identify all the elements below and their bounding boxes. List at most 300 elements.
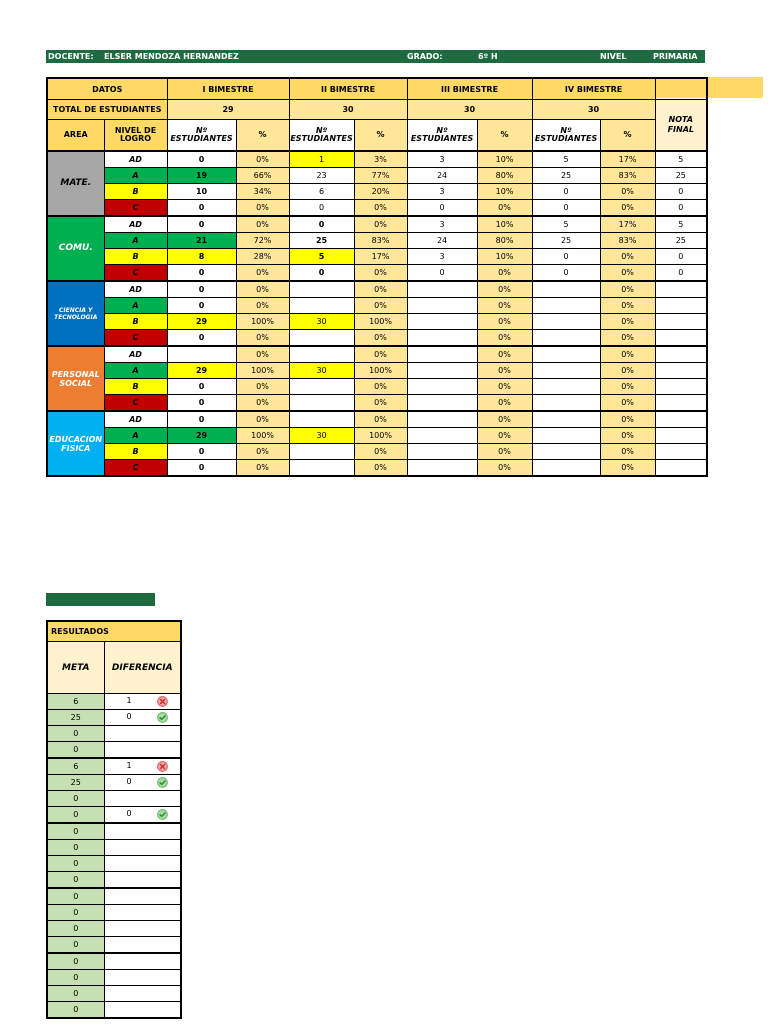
diferencia-cell bbox=[104, 905, 181, 921]
n-estudiantes-header-2: Nº ESTUDIANTES bbox=[289, 120, 354, 152]
meta-header: META bbox=[47, 642, 104, 694]
table-row bbox=[47, 460, 707, 477]
percent-cell: 10% bbox=[477, 249, 532, 265]
resultados-row bbox=[47, 970, 181, 986]
table-row bbox=[47, 184, 707, 200]
percent-cell: 17% bbox=[354, 249, 407, 265]
resultados-row bbox=[47, 1002, 181, 1019]
nivel-logro-cell: A bbox=[104, 168, 167, 184]
count-cell bbox=[407, 395, 477, 412]
meta-cell: 0 bbox=[47, 905, 104, 921]
resultados-row bbox=[47, 742, 181, 759]
red-x-icon bbox=[157, 761, 168, 772]
count-cell bbox=[289, 395, 354, 412]
meta-cell: 6 bbox=[47, 694, 104, 710]
nota-final-cell: 0 bbox=[655, 184, 707, 200]
nota-final-header: NOTA FINAL bbox=[655, 100, 707, 152]
count-cell: 0 bbox=[167, 200, 236, 217]
diferencia-cell bbox=[104, 807, 181, 824]
percent-cell: 0% bbox=[236, 298, 289, 314]
count-cell bbox=[407, 314, 477, 330]
diferencia-header: DIFERENCIA bbox=[104, 642, 181, 694]
table-row bbox=[47, 233, 707, 249]
table-row bbox=[47, 363, 707, 379]
table-row bbox=[47, 249, 707, 265]
percent-cell: 0% bbox=[354, 200, 407, 217]
count-cell: 0 bbox=[289, 265, 354, 282]
percent-cell: 0% bbox=[477, 379, 532, 395]
diferencia-cell bbox=[104, 856, 181, 872]
grades-table bbox=[46, 77, 708, 477]
nivel-logro-cell: C bbox=[104, 265, 167, 282]
nivel-logro-cell: B bbox=[104, 379, 167, 395]
count-cell bbox=[167, 346, 236, 363]
diferencia-value: 1 bbox=[126, 696, 132, 705]
count-cell bbox=[289, 444, 354, 460]
meta-cell: 0 bbox=[47, 872, 104, 889]
percent-cell: 0% bbox=[600, 411, 655, 428]
table-row bbox=[47, 151, 707, 168]
resultados-row bbox=[47, 937, 181, 954]
count-cell bbox=[407, 298, 477, 314]
resultados-row bbox=[47, 986, 181, 1002]
meta-cell: 0 bbox=[47, 840, 104, 856]
count-cell: 30 bbox=[289, 314, 354, 330]
count-cell: 0 bbox=[289, 216, 354, 233]
nota-final-cell bbox=[655, 444, 707, 460]
diferencia-cell bbox=[104, 742, 181, 759]
resultados-row bbox=[47, 953, 181, 970]
count-cell bbox=[532, 298, 600, 314]
percent-cell: 0% bbox=[236, 346, 289, 363]
percent-cell: 3% bbox=[354, 151, 407, 168]
percent-header-4: % bbox=[600, 120, 655, 152]
meta-cell: 0 bbox=[47, 953, 104, 970]
count-cell: 24 bbox=[407, 233, 477, 249]
nota-final-cell: 0 bbox=[655, 265, 707, 282]
percent-cell: 0% bbox=[477, 298, 532, 314]
percent-cell: 100% bbox=[236, 363, 289, 379]
count-cell bbox=[407, 379, 477, 395]
header-bar bbox=[46, 50, 705, 63]
area-cell: MATE. bbox=[47, 151, 104, 216]
count-cell: 0 bbox=[532, 265, 600, 282]
percent-cell: 0% bbox=[236, 330, 289, 347]
nivel-logro-cell: B bbox=[104, 314, 167, 330]
table-row bbox=[47, 314, 707, 330]
diferencia-cell bbox=[104, 710, 181, 726]
count-cell bbox=[532, 314, 600, 330]
count-cell: 5 bbox=[532, 151, 600, 168]
red-x-icon bbox=[157, 696, 168, 707]
percent-cell: 0% bbox=[354, 411, 407, 428]
nivel-value: PRIMARIA bbox=[653, 52, 698, 61]
count-cell: 3 bbox=[407, 184, 477, 200]
meta-cell: 0 bbox=[47, 986, 104, 1002]
percent-cell: 0% bbox=[354, 281, 407, 298]
count-cell: 10 bbox=[167, 184, 236, 200]
percent-cell: 0% bbox=[600, 249, 655, 265]
meta-cell: 0 bbox=[47, 970, 104, 986]
nota-final-cell bbox=[655, 298, 707, 314]
nivel-logro-cell: AD bbox=[104, 346, 167, 363]
diferencia-value: 0 bbox=[126, 712, 132, 721]
nota-final-cell bbox=[655, 460, 707, 477]
diferencia-value: 1 bbox=[126, 761, 132, 770]
count-cell: 0 bbox=[167, 460, 236, 477]
count-cell bbox=[289, 298, 354, 314]
area-cell: EDUCACION FISICA bbox=[47, 411, 104, 476]
count-cell: 0 bbox=[167, 151, 236, 168]
percent-cell: 80% bbox=[477, 233, 532, 249]
count-cell bbox=[532, 428, 600, 444]
count-cell bbox=[407, 444, 477, 460]
nota-final-cell bbox=[655, 330, 707, 347]
meta-cell: 0 bbox=[47, 823, 104, 840]
percent-cell: 0% bbox=[600, 444, 655, 460]
count-cell bbox=[532, 395, 600, 412]
resultados-row bbox=[47, 856, 181, 872]
count-cell bbox=[532, 411, 600, 428]
nivel-logro-cell: A bbox=[104, 298, 167, 314]
percent-cell: 100% bbox=[236, 314, 289, 330]
resultados-row bbox=[47, 921, 181, 937]
percent-cell: 0% bbox=[354, 330, 407, 347]
nota-final-cell bbox=[655, 281, 707, 298]
meta-cell: 0 bbox=[47, 888, 104, 905]
table-row bbox=[47, 216, 707, 233]
nota-final-cell bbox=[655, 395, 707, 412]
nivel-logro-cell: B bbox=[104, 184, 167, 200]
count-cell: 1 bbox=[289, 151, 354, 168]
percent-cell: 10% bbox=[477, 184, 532, 200]
total-bimestre-2: 30 bbox=[289, 100, 407, 120]
percent-cell: 0% bbox=[236, 379, 289, 395]
percent-cell: 0% bbox=[600, 184, 655, 200]
area-cell: PERSONAL SOCIAL bbox=[47, 346, 104, 411]
diferencia-cell bbox=[104, 694, 181, 710]
percent-header-1: % bbox=[236, 120, 289, 152]
percent-cell: 83% bbox=[600, 233, 655, 249]
table-row bbox=[47, 330, 707, 347]
percent-cell: 0% bbox=[236, 281, 289, 298]
percent-cell: 0% bbox=[477, 265, 532, 282]
count-cell: 30 bbox=[289, 428, 354, 444]
percent-cell: 100% bbox=[236, 428, 289, 444]
percent-cell: 0% bbox=[236, 216, 289, 233]
resultados-row bbox=[47, 758, 181, 775]
count-cell: 0 bbox=[167, 395, 236, 412]
percent-cell: 72% bbox=[236, 233, 289, 249]
blank-header-cell bbox=[655, 78, 707, 100]
count-cell: 30 bbox=[289, 363, 354, 379]
percent-cell: 10% bbox=[477, 151, 532, 168]
diferencia-cell bbox=[104, 921, 181, 937]
count-cell bbox=[407, 363, 477, 379]
area-cell: COMU. bbox=[47, 216, 104, 281]
nivel-logro-header: NIVEL DE LOGRO bbox=[104, 120, 167, 152]
percent-cell: 0% bbox=[600, 281, 655, 298]
docente-name: ELSER MENDOZA HERNANDEZ bbox=[104, 52, 239, 61]
green-check-icon bbox=[157, 777, 168, 788]
diferencia-cell bbox=[104, 1002, 181, 1019]
resultados-row bbox=[47, 823, 181, 840]
nivel-logro-cell: A bbox=[104, 363, 167, 379]
count-cell bbox=[532, 444, 600, 460]
diferencia-value: 0 bbox=[126, 777, 132, 786]
percent-cell: 0% bbox=[477, 346, 532, 363]
table-row bbox=[47, 379, 707, 395]
table-row bbox=[47, 411, 707, 428]
count-cell bbox=[407, 281, 477, 298]
percent-cell: 0% bbox=[236, 151, 289, 168]
nivel-logro-cell: C bbox=[104, 460, 167, 477]
count-cell: 0 bbox=[532, 249, 600, 265]
count-cell: 29 bbox=[167, 428, 236, 444]
diferencia-cell bbox=[104, 758, 181, 775]
percent-cell: 17% bbox=[600, 151, 655, 168]
percent-cell: 0% bbox=[236, 460, 289, 477]
count-cell: 3 bbox=[407, 249, 477, 265]
percent-cell: 0% bbox=[477, 460, 532, 477]
percent-cell: 0% bbox=[236, 265, 289, 282]
area-cell: CIENCIA Y TECNOLOGIA bbox=[47, 281, 104, 346]
count-cell: 23 bbox=[289, 168, 354, 184]
datos-header: DATOS bbox=[47, 78, 167, 100]
resultados-title: RESULTADOS bbox=[47, 621, 181, 642]
count-cell: 8 bbox=[167, 249, 236, 265]
percent-cell: 0% bbox=[477, 428, 532, 444]
resultados-row bbox=[47, 694, 181, 710]
count-cell bbox=[289, 281, 354, 298]
grado-value: 6º H bbox=[478, 52, 498, 61]
nota-final-cell bbox=[655, 411, 707, 428]
diferencia-cell bbox=[104, 823, 181, 840]
percent-cell: 83% bbox=[354, 233, 407, 249]
percent-cell: 0% bbox=[477, 330, 532, 347]
resultados-row bbox=[47, 726, 181, 742]
count-cell: 29 bbox=[167, 363, 236, 379]
meta-cell: 0 bbox=[47, 1002, 104, 1019]
bimestre-1-header: I BIMESTRE bbox=[167, 78, 289, 100]
percent-cell: 0% bbox=[600, 428, 655, 444]
meta-cell: 0 bbox=[47, 726, 104, 742]
table-row bbox=[47, 444, 707, 460]
count-cell bbox=[289, 379, 354, 395]
percent-cell: 0% bbox=[236, 411, 289, 428]
nota-final-cell bbox=[655, 314, 707, 330]
diferencia-cell bbox=[104, 872, 181, 889]
count-cell: 0 bbox=[167, 281, 236, 298]
count-cell: 29 bbox=[167, 314, 236, 330]
count-cell bbox=[407, 330, 477, 347]
percent-cell: 0% bbox=[354, 444, 407, 460]
count-cell bbox=[532, 460, 600, 477]
area-header: AREA bbox=[47, 120, 104, 152]
count-cell: 0 bbox=[532, 184, 600, 200]
count-cell: 25 bbox=[532, 168, 600, 184]
nota-final-cell: 0 bbox=[655, 249, 707, 265]
count-cell: 5 bbox=[289, 249, 354, 265]
percent-cell: 0% bbox=[600, 314, 655, 330]
meta-cell: 0 bbox=[47, 937, 104, 954]
diferencia-cell bbox=[104, 840, 181, 856]
bimestre-4-header: IV BIMESTRE bbox=[532, 78, 655, 100]
count-cell bbox=[532, 346, 600, 363]
percent-cell: 17% bbox=[600, 216, 655, 233]
percent-cell: 0% bbox=[354, 298, 407, 314]
meta-cell: 0 bbox=[47, 807, 104, 824]
percent-cell: 77% bbox=[354, 168, 407, 184]
meta-cell: 0 bbox=[47, 856, 104, 872]
count-cell: 6 bbox=[289, 184, 354, 200]
count-cell bbox=[407, 460, 477, 477]
percent-cell: 0% bbox=[236, 395, 289, 412]
percent-cell: 0% bbox=[477, 314, 532, 330]
nivel-logro-cell: C bbox=[104, 330, 167, 347]
count-cell: 0 bbox=[167, 444, 236, 460]
nota-final-cell bbox=[655, 428, 707, 444]
grado-label: GRADO: bbox=[407, 52, 443, 61]
diferencia-cell bbox=[104, 953, 181, 970]
table-row bbox=[47, 281, 707, 298]
count-cell: 0 bbox=[407, 200, 477, 217]
meta-cell: 0 bbox=[47, 791, 104, 807]
diferencia-cell bbox=[104, 986, 181, 1002]
percent-cell: 0% bbox=[600, 346, 655, 363]
count-cell: 0 bbox=[167, 411, 236, 428]
nota-final-cell bbox=[655, 379, 707, 395]
percent-header-3: % bbox=[477, 120, 532, 152]
nivel-logro-cell: C bbox=[104, 200, 167, 217]
percent-cell: 100% bbox=[354, 314, 407, 330]
percent-cell: 100% bbox=[354, 428, 407, 444]
nivel-logro-cell: C bbox=[104, 395, 167, 412]
percent-cell: 0% bbox=[354, 379, 407, 395]
diferencia-cell bbox=[104, 775, 181, 791]
count-cell: 25 bbox=[532, 233, 600, 249]
resultados-table bbox=[46, 620, 182, 1019]
resultados-row bbox=[47, 775, 181, 791]
count-cell bbox=[532, 330, 600, 347]
nivel-logro-cell: A bbox=[104, 428, 167, 444]
meta-cell: 0 bbox=[47, 742, 104, 759]
nivel-logro-cell: AD bbox=[104, 151, 167, 168]
percent-cell: 0% bbox=[477, 363, 532, 379]
n-estudiantes-header-3: Nº ESTUDIANTES bbox=[407, 120, 477, 152]
percent-header-2: % bbox=[354, 120, 407, 152]
diferencia-cell bbox=[104, 937, 181, 954]
percent-cell: 0% bbox=[236, 200, 289, 217]
percent-cell: 28% bbox=[236, 249, 289, 265]
meta-cell: 6 bbox=[47, 758, 104, 775]
count-cell bbox=[407, 411, 477, 428]
count-cell bbox=[289, 330, 354, 347]
nota-final-cell: 25 bbox=[655, 168, 707, 184]
percent-cell: 0% bbox=[477, 281, 532, 298]
percent-cell: 0% bbox=[600, 460, 655, 477]
count-cell bbox=[532, 379, 600, 395]
nivel-logro-cell: B bbox=[104, 444, 167, 460]
nota-final-cell: 5 bbox=[655, 151, 707, 168]
table-row bbox=[47, 265, 707, 282]
table-row bbox=[47, 428, 707, 444]
percent-cell: 10% bbox=[477, 216, 532, 233]
nivel-logro-cell: B bbox=[104, 249, 167, 265]
percent-cell: 0% bbox=[354, 346, 407, 363]
percent-cell: 0% bbox=[236, 444, 289, 460]
resultados-row bbox=[47, 791, 181, 807]
count-cell: 0 bbox=[167, 379, 236, 395]
total-bimestre-4: 30 bbox=[532, 100, 655, 120]
percent-cell: 0% bbox=[354, 395, 407, 412]
table-row bbox=[47, 298, 707, 314]
percent-cell: 0% bbox=[600, 298, 655, 314]
nivel-logro-cell: AD bbox=[104, 411, 167, 428]
table-row bbox=[47, 168, 707, 184]
resultados-row bbox=[47, 710, 181, 726]
count-cell: 5 bbox=[532, 216, 600, 233]
percent-cell: 66% bbox=[236, 168, 289, 184]
count-cell: 0 bbox=[289, 200, 354, 217]
diferencia-cell bbox=[104, 791, 181, 807]
count-cell: 0 bbox=[532, 200, 600, 217]
resultados-row bbox=[47, 905, 181, 921]
count-cell: 0 bbox=[167, 330, 236, 347]
percent-cell: 80% bbox=[477, 168, 532, 184]
percent-cell: 0% bbox=[477, 200, 532, 217]
count-cell: 0 bbox=[167, 298, 236, 314]
percent-cell: 0% bbox=[600, 330, 655, 347]
docente-label: DOCENTE: bbox=[48, 52, 94, 61]
resultados-row bbox=[47, 872, 181, 889]
nota-final-cell bbox=[655, 346, 707, 363]
total-estudiantes-label: TOTAL DE ESTUDIANTES bbox=[47, 100, 167, 120]
percent-cell: 83% bbox=[600, 168, 655, 184]
diferencia-cell bbox=[104, 970, 181, 986]
count-cell: 25 bbox=[289, 233, 354, 249]
count-cell bbox=[407, 346, 477, 363]
count-cell bbox=[532, 281, 600, 298]
percent-cell: 0% bbox=[477, 444, 532, 460]
meta-cell: 25 bbox=[47, 775, 104, 791]
nota-final-cell bbox=[655, 363, 707, 379]
green-check-icon bbox=[157, 809, 168, 820]
percent-cell: 0% bbox=[600, 200, 655, 217]
percent-cell: 0% bbox=[600, 395, 655, 412]
count-cell bbox=[289, 460, 354, 477]
resultados-row bbox=[47, 888, 181, 905]
percent-cell: 0% bbox=[600, 265, 655, 282]
total-bimestre-1: 29 bbox=[167, 100, 289, 120]
percent-cell: 34% bbox=[236, 184, 289, 200]
total-bimestre-3: 30 bbox=[407, 100, 532, 120]
percent-cell: 0% bbox=[477, 411, 532, 428]
diferencia-cell bbox=[104, 888, 181, 905]
table-row bbox=[47, 346, 707, 363]
diferencia-value: 0 bbox=[126, 809, 132, 818]
bimestre-3-header: III BIMESTRE bbox=[407, 78, 532, 100]
count-cell: 0 bbox=[407, 265, 477, 282]
count-cell: 0 bbox=[167, 265, 236, 282]
percent-cell: 20% bbox=[354, 184, 407, 200]
nivel-label: NIVEL bbox=[600, 52, 627, 61]
count-cell bbox=[407, 428, 477, 444]
count-cell bbox=[289, 411, 354, 428]
meta-cell: 25 bbox=[47, 710, 104, 726]
count-cell bbox=[289, 346, 354, 363]
percent-cell: 0% bbox=[600, 379, 655, 395]
